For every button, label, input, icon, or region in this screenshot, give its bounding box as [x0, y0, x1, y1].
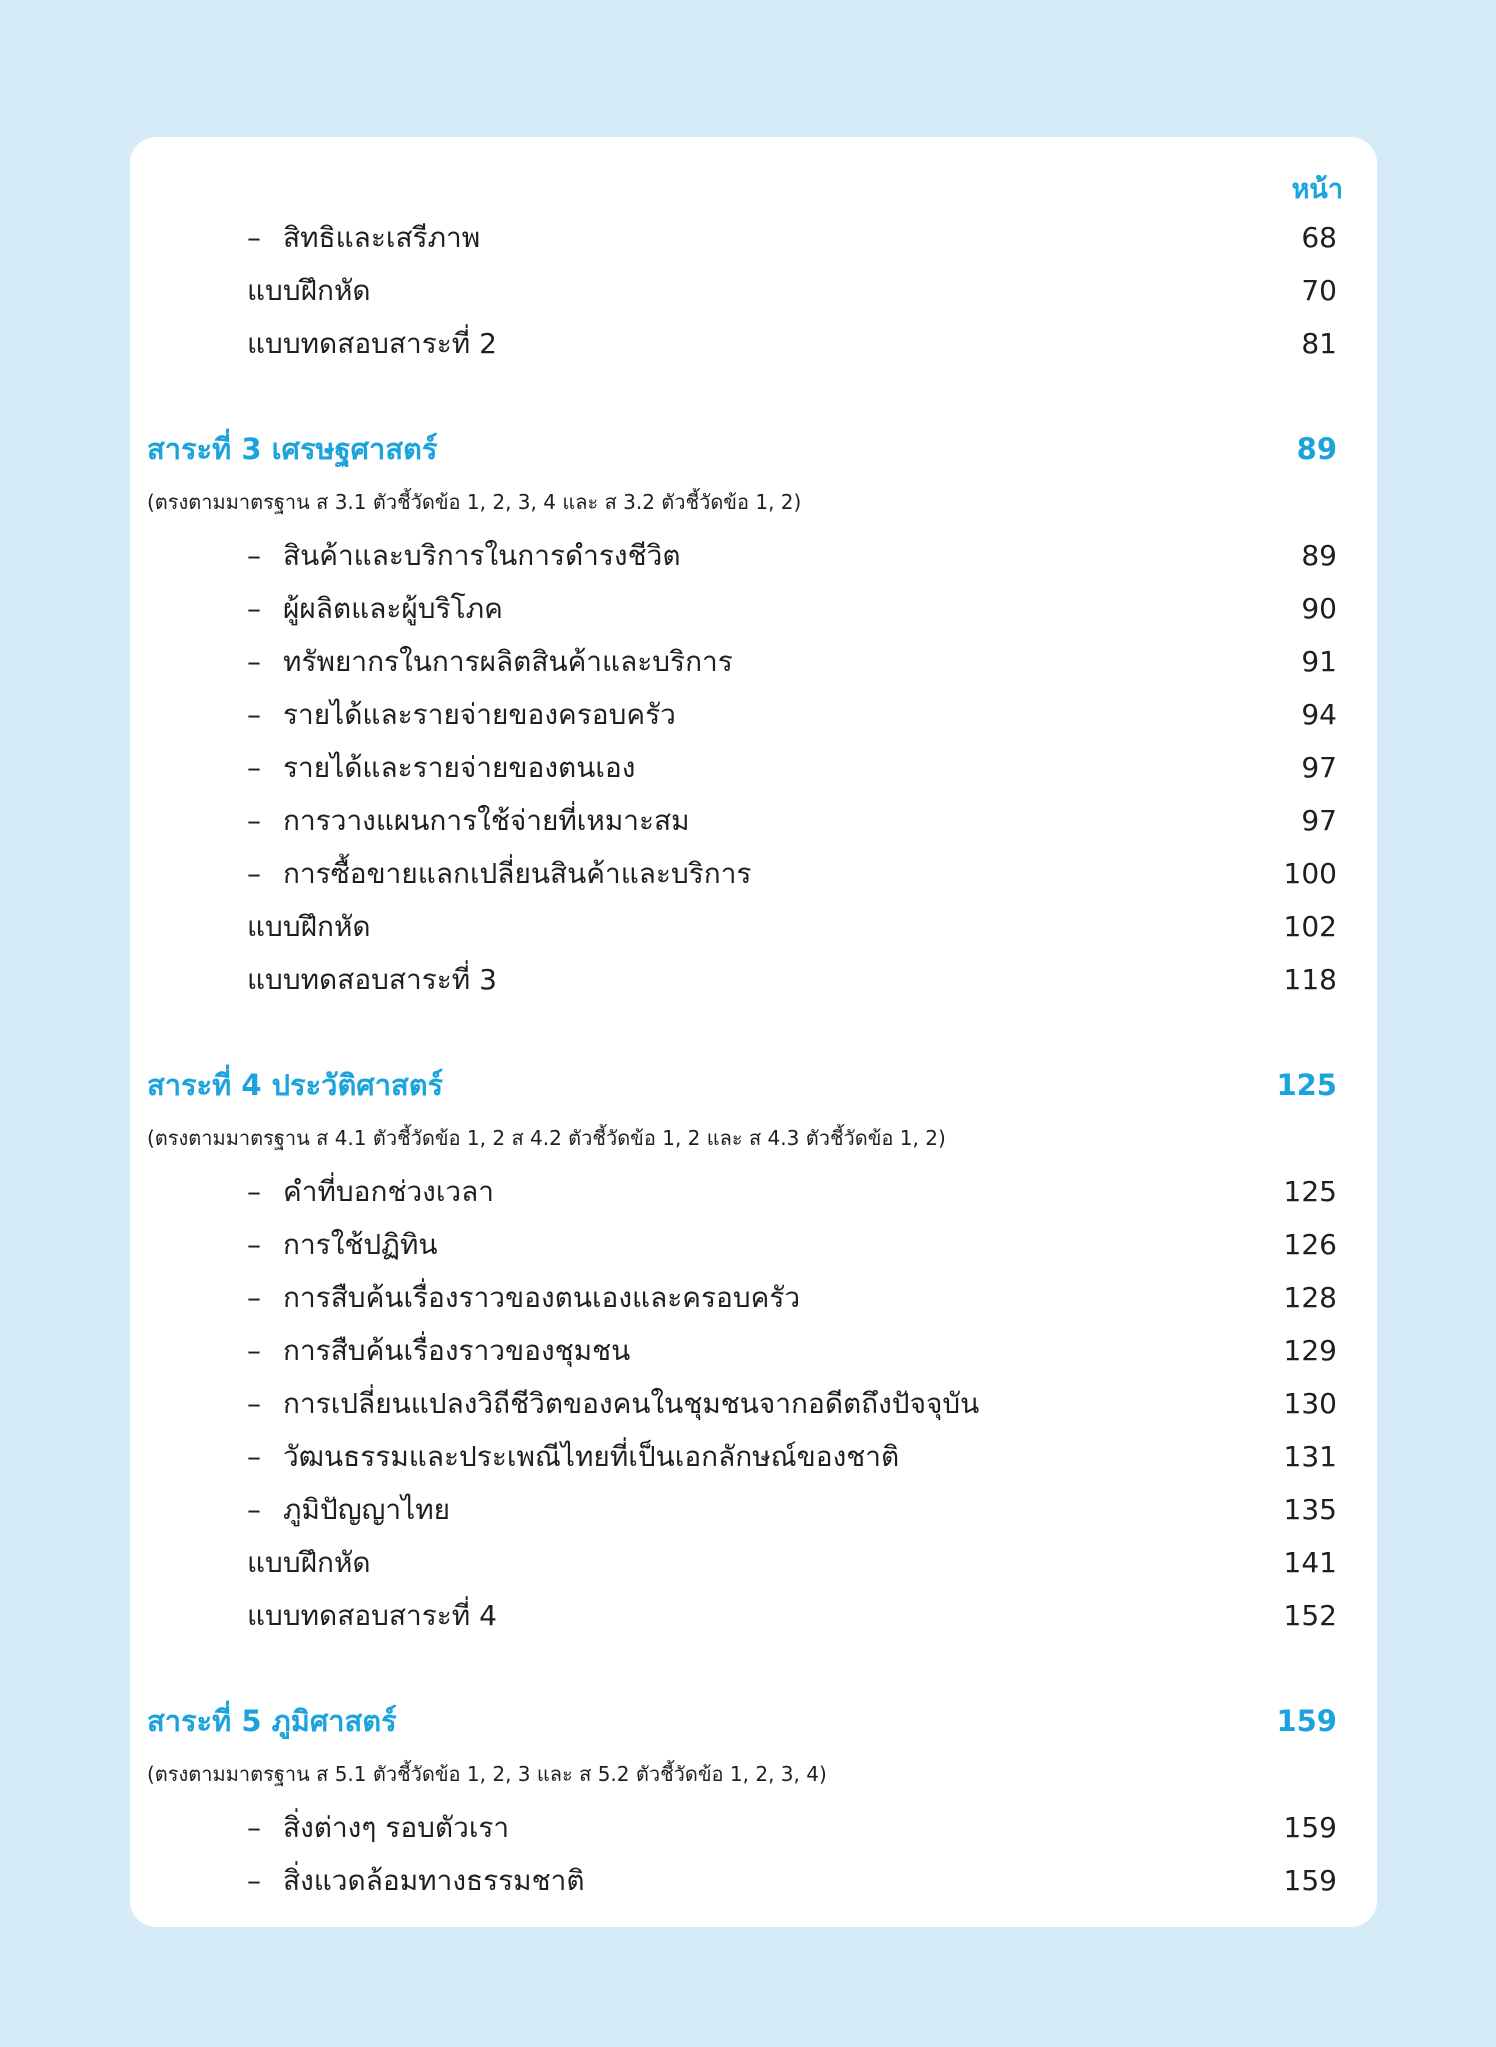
entry-title: ผู้ผลิตและผู้บริโภค [283, 592, 503, 625]
entry-title: คำที่บอกช่วงเวลา [283, 1175, 495, 1208]
entry-title: สินค้าและบริการในการดำรงชีวิต [283, 539, 681, 572]
entry-title: การซื้อขายแลกเปลี่ยนสินค้าและบริการ [283, 857, 752, 890]
entry-page-number: 97 [1301, 804, 1337, 837]
entry-page-number: 130 [1283, 1387, 1337, 1420]
bullet-dash: – [247, 1387, 261, 1420]
entry-title: การเปลี่ยนแปลงวิถีชีวิตของคนในชุมชนจากอดีตถึงปัจจุบัน [283, 1387, 980, 1420]
entry-page-number: 159 [1283, 1864, 1337, 1897]
entry-title: รายได้และรายจ่ายของครอบครัว [283, 698, 676, 731]
bullet-dash: – [247, 857, 261, 890]
entry-title: ภูมิปัญญาไทย [283, 1493, 451, 1526]
page-column-label: หน้า [1291, 174, 1343, 205]
bullet-dash: – [247, 698, 261, 731]
entry-page-number: 89 [1301, 539, 1337, 572]
entry-page-number: 128 [1283, 1281, 1337, 1314]
bullet-dash: – [247, 592, 261, 625]
entry-title: รายได้และรายจ่ายของตนเอง [283, 751, 636, 784]
toc-card [130, 137, 1377, 1927]
toc-entry[interactable] [130, 529, 1377, 582]
section-gap [130, 1642, 1377, 1695]
entry-page-number: 90 [1301, 592, 1337, 625]
section-title: สาระที่ 4 ประวัติศาสตร์ [147, 1068, 444, 1102]
bullet-dash: – [247, 1334, 261, 1367]
entry-title: แบบทดสอบสาระที่ 3 [247, 963, 497, 996]
entry-page-number: 81 [1301, 327, 1337, 360]
entry-page-number: 141 [1283, 1546, 1337, 1579]
toc-entry[interactable] [130, 1854, 1377, 1907]
toc-entry[interactable] [130, 1589, 1377, 1642]
entry-title: การสืบค้นเรื่องราวของชุมชน [283, 1334, 631, 1367]
entry-title: แบบฝึกหัด [247, 1546, 371, 1579]
standard-text: (ตรงตามมาตรฐาน ส 5.1 ตัวชี้วัดข้อ 1, 2, 3 และ ส 5.2 ตัวชี้วัดข้อ 1, 2, 3, 4) [147, 1762, 827, 1786]
toc-entry[interactable] [130, 794, 1377, 847]
section-page-number: 89 [1296, 432, 1337, 466]
entry-page-number: 97 [1301, 751, 1337, 784]
standard-text: (ตรงตามมาตรฐาน ส 4.1 ตัวชี้วัดข้อ 1, 2 ส 4.2 ตัวชี้วัดข้อ 1, 2 และ ส 4.3 ตัวชี้วัดข้อ 1, 2) [147, 1126, 946, 1150]
entry-page-number: 100 [1283, 857, 1337, 890]
bullet-dash: – [247, 1493, 261, 1526]
entry-page-number: 131 [1283, 1440, 1337, 1473]
bullet-dash: – [247, 1440, 261, 1473]
toc-entry[interactable] [130, 1430, 1377, 1483]
entry-title: แบบฝึกหัด [247, 274, 371, 307]
entry-title: การวางแผนการใช้จ่ายที่เหมาะสม [283, 804, 690, 837]
toc-entry[interactable] [130, 1271, 1377, 1324]
entry-page-number: 126 [1283, 1228, 1337, 1261]
section-page-number: 125 [1276, 1068, 1337, 1102]
bullet-dash: – [247, 645, 261, 678]
entry-title: การใช้ปฏิทิน [283, 1228, 438, 1261]
entry-title: แบบทดสอบสาระที่ 2 [247, 327, 497, 360]
entry-page-number: 70 [1301, 274, 1337, 307]
toc-sections [130, 211, 1377, 1907]
toc-entry[interactable] [130, 1165, 1377, 1218]
toc-entry[interactable] [130, 688, 1377, 741]
section-title: สาระที่ 5 ภูมิศาสตร์ [147, 1704, 397, 1738]
toc-entry[interactable] [130, 953, 1377, 1006]
toc-entry[interactable] [130, 741, 1377, 794]
entry-page-number: 135 [1283, 1493, 1337, 1526]
bullet-dash: – [247, 804, 261, 837]
toc-entry[interactable] [130, 1377, 1377, 1430]
toc-entry[interactable] [130, 1801, 1377, 1854]
entry-page-number: 129 [1283, 1334, 1337, 1367]
toc-entry[interactable] [130, 1483, 1377, 1536]
toc-entry[interactable] [130, 1324, 1377, 1377]
toc-entry[interactable] [130, 317, 1377, 370]
standard-text: (ตรงตามมาตรฐาน ส 3.1 ตัวชี้วัดข้อ 1, 2, 3, 4 และ ส 3.2 ตัวชี้วัดข้อ 1, 2) [147, 490, 802, 514]
toc-entry[interactable] [130, 635, 1377, 688]
section-title: สาระที่ 3 เศรษฐศาสตร์ [147, 432, 438, 466]
section-heading[interactable] [130, 1059, 1377, 1112]
entry-title: แบบฝึกหัด [247, 910, 371, 943]
entry-page-number: 125 [1283, 1175, 1337, 1208]
toc-entry[interactable] [130, 1536, 1377, 1589]
section-standard-note [130, 1112, 1377, 1165]
entry-page-number: 94 [1301, 698, 1337, 731]
toc-entry[interactable] [130, 582, 1377, 635]
bullet-dash: – [247, 1281, 261, 1314]
toc-entry[interactable] [130, 211, 1377, 264]
entry-page-number: 102 [1283, 910, 1337, 943]
entry-page-number: 91 [1301, 645, 1337, 678]
bullet-dash: – [247, 1811, 261, 1844]
entry-title: สิทธิและเสรีภาพ [283, 221, 481, 254]
entry-title: ทรัพยากรในการผลิตสินค้าและบริการ [283, 645, 733, 678]
toc-entry[interactable] [130, 847, 1377, 900]
toc-entry[interactable] [130, 900, 1377, 953]
bullet-dash: – [247, 1228, 261, 1261]
section-gap [130, 370, 1377, 423]
entry-page-number: 159 [1283, 1811, 1337, 1844]
entry-title: การสืบค้นเรื่องราวของตนเองและครอบครัว [283, 1281, 801, 1314]
entry-title: แบบทดสอบสาระที่ 4 [247, 1599, 497, 1632]
section-heading[interactable] [130, 1695, 1377, 1748]
section-page-number: 159 [1276, 1704, 1337, 1738]
entry-page-number: 68 [1301, 221, 1337, 254]
entry-title: สิ่งต่างๆ รอบตัวเรา [283, 1811, 510, 1844]
entry-page-number: 152 [1283, 1599, 1337, 1632]
section-standard-note [130, 476, 1377, 529]
bullet-dash: – [247, 539, 261, 572]
bullet-dash: – [247, 221, 261, 254]
entry-title: สิ่งแวดล้อมทางธรรมชาติ [283, 1864, 585, 1897]
toc-entry[interactable] [130, 1218, 1377, 1271]
toc-entry[interactable] [130, 264, 1377, 317]
entry-title: วัฒนธรรมและประเพณีไทยที่เป็นเอกลักษณ์ของชาติ [283, 1440, 900, 1473]
entry-page-number: 118 [1283, 963, 1337, 996]
bullet-dash: – [247, 751, 261, 784]
section-standard-note [130, 1748, 1377, 1801]
bullet-dash: – [247, 1864, 261, 1897]
section-gap [130, 1006, 1377, 1059]
bullet-dash: – [247, 1175, 261, 1208]
section-heading[interactable] [130, 423, 1377, 476]
